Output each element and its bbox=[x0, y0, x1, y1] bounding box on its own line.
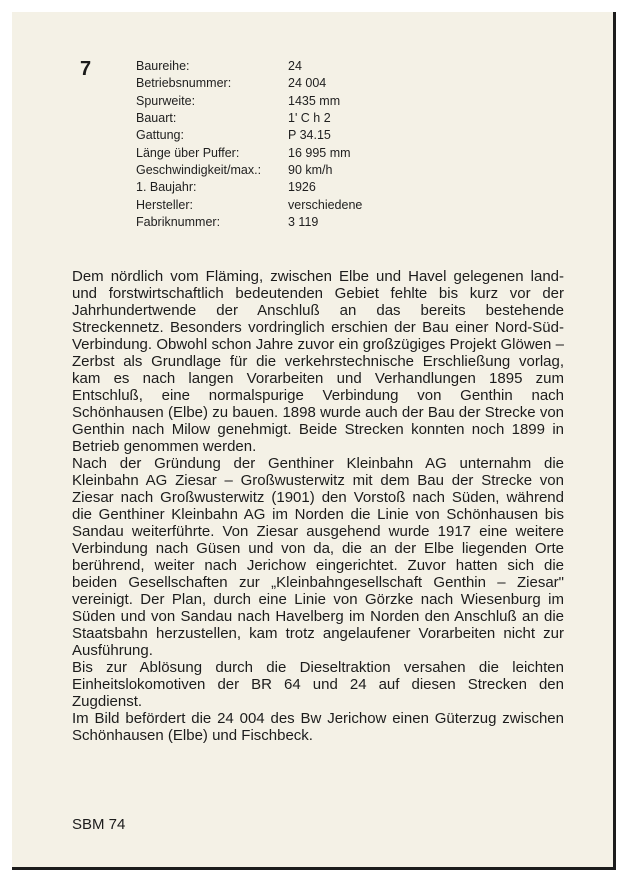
spec-value: verschiedene bbox=[288, 197, 363, 212]
spec-value: 24 004 bbox=[288, 76, 327, 91]
spec-row bbox=[136, 196, 362, 213]
spec-label: Bauart: bbox=[136, 111, 177, 126]
spec-row bbox=[136, 179, 362, 196]
spec-label: Geschwindigkeit/max.: bbox=[136, 162, 262, 177]
spec-row bbox=[136, 162, 362, 179]
description-text bbox=[72, 268, 564, 744]
spec-value: 16 995 mm bbox=[288, 145, 351, 160]
postcard-back bbox=[12, 12, 616, 870]
spec-label: Länge über Puffer: bbox=[136, 145, 240, 160]
spec-label: Betriebsnummer: bbox=[136, 76, 232, 91]
spec-value: P 34.15 bbox=[288, 128, 331, 143]
spec-value: 3 119 bbox=[288, 214, 319, 229]
spec-row bbox=[136, 75, 362, 92]
spec-row bbox=[136, 58, 362, 75]
series-code: SBM 74 bbox=[72, 816, 126, 833]
paragraph: Im Bild befördert die 24 004 des Bw Jerichow einen Güterzug zwischen Schönhausen (Elbe) und Fischbeck. bbox=[72, 710, 564, 744]
spec-value: 1435 mm bbox=[288, 93, 341, 108]
spec-value: 90 km/h bbox=[288, 162, 333, 177]
spec-value: 1926 bbox=[288, 180, 316, 195]
spec-label: Gattung: bbox=[136, 128, 184, 143]
paragraph: Dem nördlich vom Fläming, zwischen Elbe und Havel gelegenen land- und forstwirtschaftlich bedeutenden Gebiet fehlte bis kurz vor der Jahrhundertwende der Anschluß an das bereits bestehende Streckennetz. Besonders vordringlich erschien der Bau einer Nord-Süd-Verbindung. Obwohl schon Jahre zuvor ein großzügiges Projekt Glöwen – Zerbst als Grundlage für die verkehrstechnische Erschließung vorlag, kam es nach langen Vorarbeiten und Verhandlungen 1895 zum Entschluß, eine normalspurige Verbindung von Genthin nach Schönhausen (Elbe) zu bauen. 1898 wurde auch der Bau der Strecke von Genthin nach Milow genehmigt. Beide Strecken konnten noch 1899 in Betrieb genommen werden. bbox=[72, 268, 564, 455]
spec-value: 24 bbox=[288, 59, 302, 74]
paragraph: Nach der Gründung der Genthiner Kleinbahn AG unternahm die Kleinbahn AG Ziesar – Großwusterwitz mit dem Bau der Strecke von Ziesar nach Großwusterwitz (1901) den Vorstoß nach Süden, während die Genthiner Kleinbahn AG im Norden die Linie von Schönhausen bis Sandau weiterführte. Von Ziesar ausgehend wurde 1917 eine weitere Verbindung nach Güsen und von da, die an der Elbe liegenden Orte berührend, weiter nach Jerichow eingerichtet. Zuvor hatten sich die beiden Gesellschaften zur „Kleinbahngesellschaft Genthin – Ziesar" vereinigt. Der Plan, durch eine Linie von Görzke nach Wiesenburg im Süden und von Sandau nach Havelberg im Norden den Anschluß an die Staatsbahn herzustellen, kam trotz angelaufener Vorarbeiten nicht zur Ausführung. bbox=[72, 455, 564, 659]
spec-value: 1' C h 2 bbox=[288, 111, 331, 126]
spec-row bbox=[136, 144, 362, 161]
card-number: 7 bbox=[80, 58, 92, 80]
spec-row bbox=[136, 127, 362, 144]
spec-row bbox=[136, 93, 362, 110]
paragraph: Bis zur Ablösung durch die Dieseltraktion versahen die leichten Einheitslokomotiven der BR 64 und 24 auf diesen Strecken den Zugdienst. bbox=[72, 659, 564, 710]
spec-row bbox=[136, 110, 362, 127]
spec-label: Baureihe: bbox=[136, 59, 190, 74]
spec-label: 1. Baujahr: bbox=[136, 180, 197, 195]
spec-label: Hersteller: bbox=[136, 197, 193, 212]
spec-row bbox=[136, 214, 362, 231]
spec-label: Spurweite: bbox=[136, 93, 196, 108]
spec-label: Fabriknummer: bbox=[136, 214, 221, 229]
spec-table bbox=[136, 58, 362, 231]
